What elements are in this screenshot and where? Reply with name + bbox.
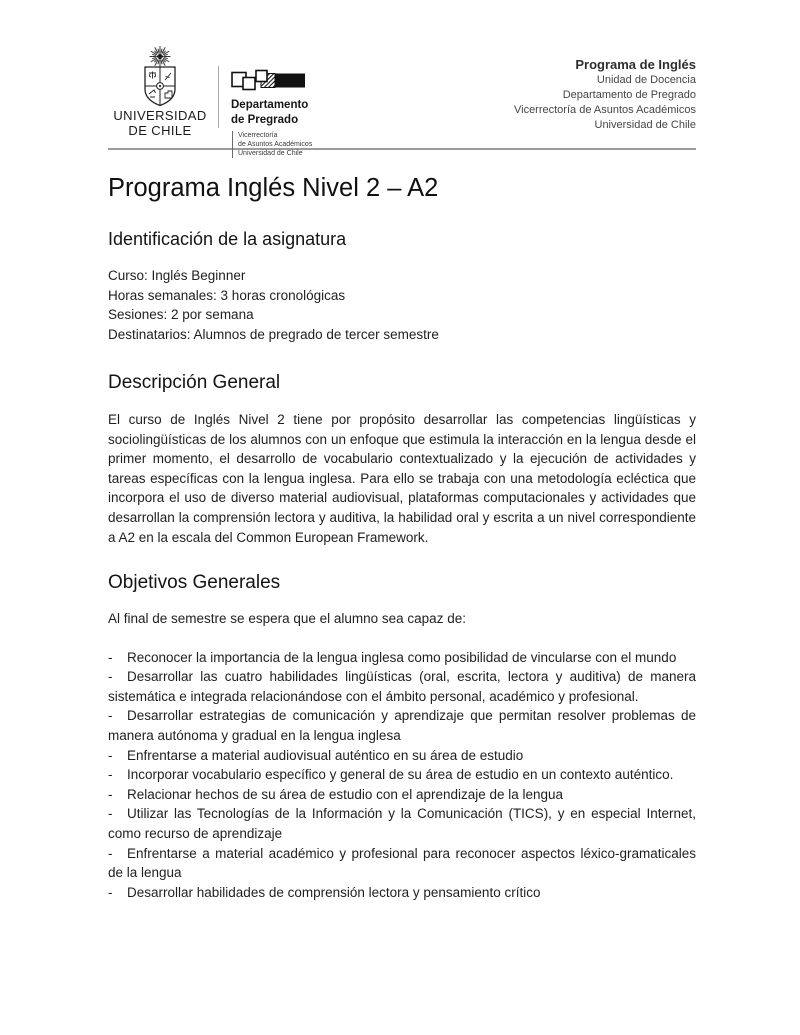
- objective-text: Enfrentarse a material audiovisual auténtico en su área de estudio: [127, 747, 524, 763]
- detail-horas: Horas semanales: 3 horas cronológicas: [108, 287, 346, 303]
- objective-item: [108, 746, 696, 766]
- pregrado-sub-line3: Universidad de Chile: [238, 150, 303, 157]
- objective-text: Relacionar hechos de su área de estudio con el aprendizaje de la lengua: [127, 786, 564, 802]
- header-department: Departamento de Pregrado: [562, 89, 696, 101]
- detail-sesiones: Sesiones: 2 por semana: [108, 307, 254, 322]
- bullet-dash: -: [108, 669, 113, 685]
- header-right-block: [514, 56, 696, 133]
- uchile-name-line1: UNIVERSIDAD: [113, 108, 207, 123]
- uchile-logo: [108, 44, 212, 138]
- objective-text: Desarrollar las cuatro habilidades lingüísticas (oral, escrita, lectora y auditiva) de manera sistemática e integrada relacionándose con el ámbito personal, académico y profesional.: [108, 669, 696, 704]
- section-heading-identificacion: Identificación de la asignatura: [108, 229, 347, 249]
- objective-item: [108, 648, 696, 668]
- objective-text: Enfrentarse a material académico y profesional para reconocer aspectos léxico-gramaticales de la lengua: [108, 845, 696, 881]
- objective-item: [108, 706, 696, 745]
- uchile-crest-icon: [108, 44, 212, 108]
- descripcion-paragraph: El curso de Inglés Nivel 2 tiene por propósito desarrollar las competencias lingüísticas y sociolingüísticas de los alumnos con un enfoque que estimula la interacción en la lengua desde el primer momento, el desarrollo de vocabulario contextualizado y la ejecución de actividades y tareas específicas con la lengua inglesa. Para ello se trabaja con una metodología ecléctica que incorpora el uso de diverso material audiovisual, plataformas computacionales y actividades que desarrollan la comprensión lectora y auditiva, la habilidad oral y escrita a un nivel correspondiente a A2 en la escala del Common European Framework.: [108, 412, 696, 545]
- objective-text: Desarrollar estrategias de comunicación y aprendizaje que permitan resolver problemas de manera autónoma y gradual en la lengua inglesa: [108, 708, 696, 744]
- objective-item: [108, 785, 696, 805]
- detail-destinatarios: Destinatarios: Alumnos de pregrado de tercer semestre: [108, 326, 439, 342]
- bullet-dash: -: [108, 708, 113, 724]
- bullet-dash: -: [108, 649, 113, 665]
- header-unit: Unidad de Docencia: [596, 74, 696, 86]
- objective-text: Incorporar vocabulario específico y general de su área de estudio en un contexto auténtico.: [127, 767, 674, 783]
- objective-text: Reconocer la importancia de la lengua inglesa como posibilidad de vincularse con el mundo: [127, 649, 677, 665]
- section-heading-descripcion: Descripción General: [108, 372, 281, 393]
- uchile-name-line2: DE CHILE: [128, 123, 192, 138]
- objectives-list: [108, 648, 696, 903]
- objective-text: Utilizar las Tecnologías de la Información y la Comunicación (TICS), y en especial Internet, como recurso de aprendizaje: [108, 806, 696, 841]
- pregrado-title-line2: de Pregrado: [231, 114, 299, 126]
- objective-item: [108, 844, 696, 883]
- objective-text: Desarrollar habilidades de comprensión lectora y pensamiento crítico: [127, 884, 541, 900]
- section-heading-objetivos: Objetivos Generales: [108, 572, 281, 594]
- objective-item: [108, 804, 696, 843]
- pregrado-title-line1: Departamento: [231, 99, 309, 111]
- bullet-dash: -: [108, 786, 113, 802]
- pregrado-subtext: [232, 131, 312, 158]
- course-details: [108, 266, 696, 344]
- page-title: Programa Inglés Nivel 2 – A2: [108, 174, 439, 202]
- bullet-dash: -: [108, 767, 113, 783]
- objetivos-intro: Al final de semestre se espera que el alumno sea capaz de:: [108, 611, 466, 627]
- pregrado-logo: [231, 69, 312, 158]
- bullet-dash: -: [108, 806, 113, 822]
- objective-item: [108, 667, 696, 706]
- objective-item: [108, 883, 696, 903]
- header-vertical-divider: [218, 66, 219, 128]
- pregrado-sub-line1: Vicerrectoría: [238, 132, 278, 139]
- pregrado-sub-line2: de Asuntos Académicos: [238, 141, 313, 148]
- bullet-dash: -: [108, 845, 113, 861]
- header-vicerrectoria: Vicerrectoría de Asuntos Académicos: [513, 104, 696, 116]
- objective-item: [108, 765, 696, 785]
- detail-curso: Curso: Inglés Beginner: [108, 268, 246, 283]
- bullet-dash: -: [108, 747, 113, 763]
- header-program-name: Programa de Inglés: [575, 57, 696, 72]
- brand-left: [108, 44, 312, 158]
- header-university: Universidad de Chile: [594, 119, 696, 131]
- header: [108, 44, 696, 157]
- bullet-dash: -: [108, 884, 113, 900]
- pregrado-squares-icon: [231, 79, 309, 96]
